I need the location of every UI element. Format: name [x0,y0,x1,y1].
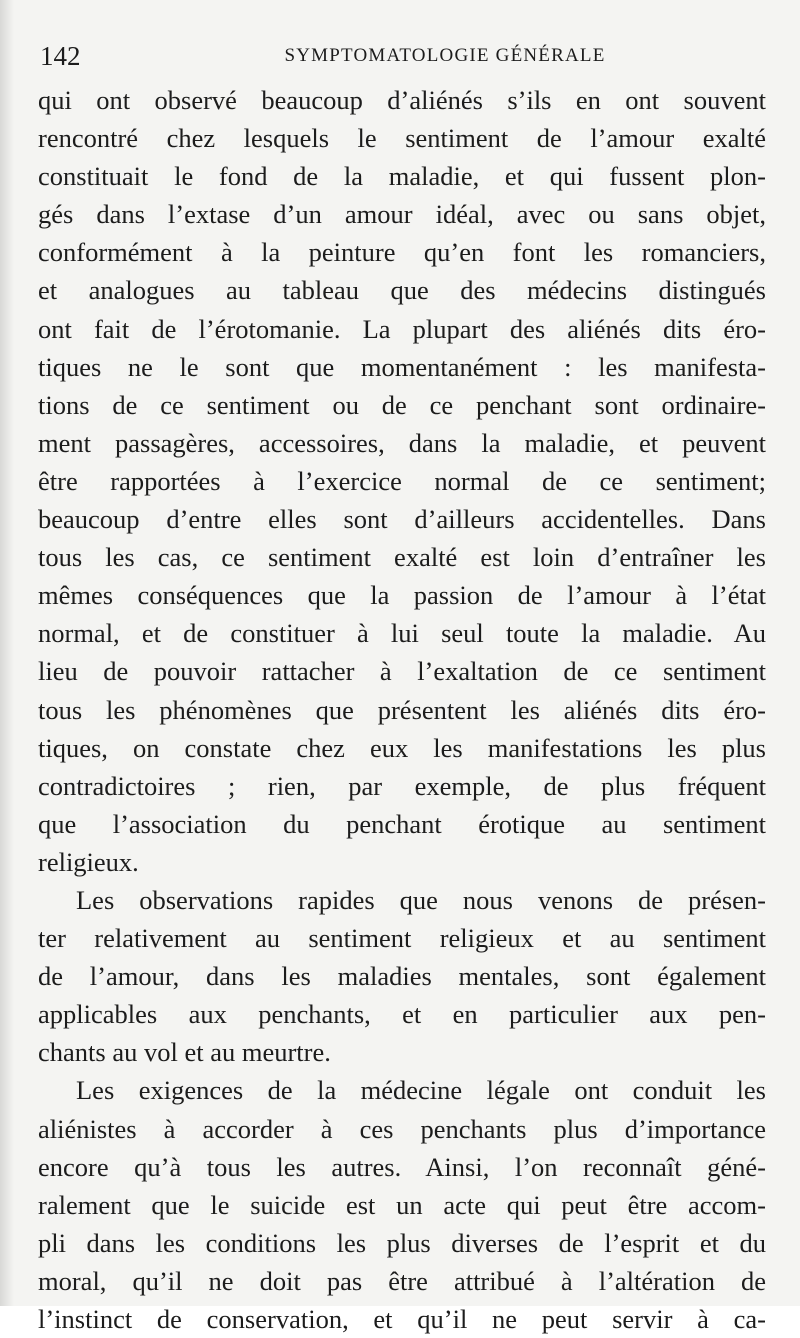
text-line: applicables aux penchants, et en particulier aux pen- [38,999,766,1030]
text-line: pli dans les conditions les plus diverses de l’esprit et du [38,1227,766,1258]
page-header [40,40,760,72]
running-title: SYMPTOMATOLOGIE GÉNÉRALE [284,45,606,66]
text-line: tiques ne le sont que momentanément : les manifesta- [38,351,766,382]
body-text [38,81,766,1338]
text-line: ter relativement au sentiment religieux et au sentiment [38,923,766,954]
page-number: 142 [40,41,81,71]
text-line: que l’association du penchant érotique au sentiment [38,808,766,839]
text-line: lieu de pouvoir rattacher à l’exaltation de ce sentiment [38,656,766,687]
text-line: tions de ce sentiment ou de ce penchant sont ordinaire- [38,389,766,420]
text-line: tous les phénomènes que présentent les aliénés dits éro- [38,694,766,725]
text-line: encore qu’à tous les autres. Ainsi, l’on reconnaît géné- [38,1151,766,1182]
paragraph-end-line: religieux. [38,846,139,877]
paragraph-first-line: Les observations rapides que nous venons de présen- [76,884,766,915]
text-line: tous les cas, ce sentiment exalté est loin d’entraîner les [38,542,766,573]
page-edge-shadow [0,0,14,1306]
text-line: ont fait de l’érotomanie. La plupart des aliénés dits éro- [38,313,766,344]
text-line: qui ont observé beaucoup d’aliénés s’ils en ont souvent [38,85,766,115]
text-line: ment passagères, accessoires, dans la maladie, et peuvent [38,427,766,458]
text-line: ralement que le suicide est un acte qui peut être accom- [38,1189,766,1220]
text-line: constituait le fond de la maladie, et qui fussent plon- [38,161,766,192]
text-line: rencontré chez lesquels le sentiment de l’amour exalté [38,123,766,154]
text-line: et analogues au tableau que des médecins distingués [38,275,766,306]
text-line: contradictoires ; rien, par exemple, de plus fréquent [38,770,766,801]
text-line: beaucoup d’entre elles sont d’ailleurs accidentelles. Dans [38,504,766,535]
text-line: l’instinct de conservation, et qu’il ne peut servir à ca- [38,1304,766,1334]
text-line: moral, qu’il ne doit pas être attribué à l’altération de [38,1265,766,1296]
text-line: gés dans l’extase d’un amour idéal, avec ou sans objet, [38,199,766,230]
paragraph-end-line: chants au vol et au meurtre. [38,1037,331,1068]
text-line: être rapportées à l’exercice normal de ce sentiment; [38,465,766,496]
text-line: normal, et de constituer à lui seul toute la maladie. Au [38,618,766,649]
text-line: tiques, on constate chez eux les manifestations les plus [38,732,766,763]
text-line: aliénistes à accorder à ces penchants plus d’importance [38,1113,766,1144]
text-line: mêmes conséquences que la passion de l’amour à l’état [38,580,766,611]
text-line: conformément à la peinture qu’en font les romanciers, [38,237,766,268]
paragraph-first-line: Les exigences de la médecine légale ont conduit les [76,1075,766,1106]
text-line: de l’amour, dans les maladies mentales, sont également [38,961,766,992]
